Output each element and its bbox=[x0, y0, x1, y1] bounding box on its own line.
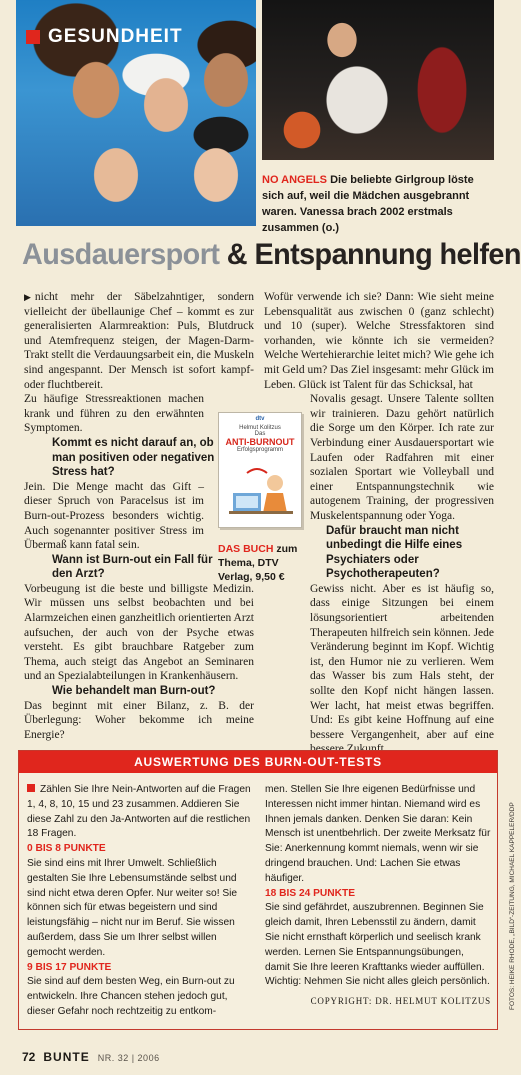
square-bullet-icon bbox=[27, 784, 35, 792]
book-title: ANTI-BURNOUT bbox=[225, 437, 295, 447]
score-heading: 18 BIS 24 PUNKTE bbox=[265, 887, 356, 899]
paragraph: Zu häufige Stressreaktionen machen krank und führen zu den erwähnten Symptomen. bbox=[24, 393, 204, 435]
page-footer bbox=[22, 1050, 160, 1064]
question: Wann ist Burn-out ein Fall für den Arzt? bbox=[52, 553, 213, 581]
evaluation-intro bbox=[27, 783, 255, 842]
paragraph: Vorbeugung ist die beste und billigste Medizin. Wir müssen uns selbst beobachten und bei Alarmzeichen einen ganzheitlich orientierten Arzt aufsuchen, der auch von der Psyche etwas versteht. Es gibt brauchbare Ratgeber zum Thema, auch steigt das Angebot an Seminaren und an Spezialabteilungen in Krankenhäusern. bbox=[24, 582, 254, 683]
question: Kommt es nicht darauf an, ob man positiven oder negativen Stress hat? bbox=[52, 436, 215, 479]
evaluation-column-left bbox=[27, 783, 255, 1020]
headline-part2: & Entspannung helfen bbox=[226, 238, 521, 271]
caption-text: Die beliebte Girlgroup löste sich auf, weil die Mädchen ausgebrannt waren. Vanessa brach 2002 erstmals zusammen (o.) bbox=[262, 174, 474, 234]
issue-number: NR. 32 | 2006 bbox=[97, 1053, 160, 1063]
paragraph bbox=[24, 290, 254, 392]
evaluation-intro-text: Zählen Sie Ihre Nein-Antworten auf die Fragen 1, 4, 8, 10, 15 und 23 zusammen. Addieren Sie diese Zahl zu den Ja-Antworten auf die restlichen 18 Fragen. bbox=[27, 784, 251, 840]
score-text: Sie sind eins mit Ihrer Umwelt. Schließlich gestalten Sie Ihre Lebensumstände selbst und sind nicht etwa deren Opfer. Nur weiter so! Sie können sich für etwas begeistern und sind leistungsfähig – nicht nur im Beruf. Sie wissen außerdem, dass Sie um Ihrer selbst willen gemocht werden. bbox=[27, 857, 238, 958]
score-text: men. Stellen Sie Ihre eigenen Bedürfnisse und Interessen nicht immer hintan. Niemand wird es Ihnen jemals danken. Denken Sie daran: Kein Mensch ist unentbehrlich. Der zweite Merksatz für Sie: Anerkennung kommt niemals, wenn wir sie dringend brauchen. Und: Lachen Sie etwas häufiger. bbox=[265, 784, 491, 884]
paragraph: Gewiss nicht. Aber es ist häufig so, dass einige Sitzungen bei einem lösungsorientiert arbeitenden Therapeuten hilfreich sein können. Jede Veränderung beginnt im Kopf. Wichtig ist, den Humor nie zu verlieren. Wem das Wasser bis zum Hals steht, der sollte den Kopf nicht hängen lassen. Wer lacht, hat meist etwas begriffen. Und: Es gibt keine Hoffnung auf eine bessere Vergangenheit, aber auf eine bbox=[310, 582, 494, 741]
score-heading: 9 BIS 17 PUNKTE bbox=[27, 961, 112, 973]
book-caption bbox=[218, 542, 308, 584]
test-evaluation-box bbox=[18, 750, 498, 1030]
evaluation-header: AUSWERTUNG DES BURN-OUT-TESTS bbox=[19, 751, 497, 773]
magazine-name: BUNTE bbox=[43, 1050, 90, 1064]
photo-credit: FOTOS: HEIKE RHODE, „BILD“-ZEITUNG, MICHAEL KAPPELER/DDP bbox=[509, 802, 516, 1010]
question: Wie behandelt man Burn-out? bbox=[52, 685, 216, 698]
book-title-prefix: Das bbox=[254, 431, 266, 437]
score-heading: 0 BIS 8 PUNKTE bbox=[27, 843, 106, 855]
photo-caption bbox=[262, 172, 492, 236]
rubric-marker bbox=[26, 30, 40, 44]
paragraph-text: nicht mehr der Säbelzahntiger, sondern vielleicht der übellaunige Chef – kommt es zur generalisierten Alarmreaktion: Puls, Blutdruck und Atemfrequenz steigen, der Magen-Darm-Trakt stellt die Verdauungsarbeit ein, die Muskeln sind angespannt. Der Mensch ist sofort kampf- oder fluchtbereit. bbox=[24, 291, 254, 391]
book-publisher: dtv bbox=[255, 416, 265, 422]
book-subtitle: Erfolgsprogramm bbox=[236, 447, 283, 453]
score-text: Sie sind auf dem besten Weg, ein Burn-out zu entwickeln. Ihre Chancen stehen jedoch gut, dieser Gefahr noch rechtzeitig zu entkom- bbox=[27, 976, 235, 1017]
section-rubric bbox=[26, 26, 183, 48]
evaluation-column-right bbox=[265, 783, 491, 1009]
headline-part1: Ausdauersport bbox=[22, 238, 220, 271]
book-cover bbox=[218, 412, 302, 528]
rubric-label: GESUNDHEIT bbox=[48, 26, 183, 47]
book-caption-text: zum Thema, DTV Verlag, 9,50 € bbox=[218, 543, 298, 583]
page-number: 72 bbox=[22, 1050, 36, 1064]
triangle-bullet-icon: ▶ bbox=[24, 292, 31, 302]
paragraph: Das beginnt mit einer Bilanz, z. B. der Überlegung: Woher bekomme ich meine Energie? bbox=[24, 699, 254, 741]
paragraph: Wofür verwende ich sie? Dann: Wie sieht meine Lebensqualität aus zwischen 0 (ganz schlecht) und 10 (super). Welche Stressfaktoren sind vorhanden, wie könnte ich sie vermeiden? Welche Wertehierarchie leitet mich? Wie gehe ich mit Geld um? Das Ziel insgesamt: mehr Glück im Leben. Glück ist Talent für das Schicksal, hat bbox=[264, 291, 494, 391]
book-author: Helmut Kolitzus bbox=[239, 425, 281, 431]
paragraph: Jein. Die Menge macht das Gift – dieser Spruch von Paracelsus ist im Burn-out-Prozess besonders wichtig. Auch sogenannter positiver Stress im Übermaß kann fatal sein. bbox=[24, 480, 204, 552]
copyright: COPYRIGHT: DR. HELMUT KOLITZUS bbox=[310, 996, 491, 1007]
book-title-block bbox=[223, 425, 297, 453]
band-photo bbox=[16, 0, 256, 226]
book-illustration bbox=[227, 463, 295, 519]
question: Dafür braucht man nicht unbedingt die Hilfe eines Psychiaters oder Psychotherapeuten? bbox=[326, 524, 463, 581]
concert-photo bbox=[262, 0, 494, 160]
book-caption-lead: DAS BUCH bbox=[218, 543, 274, 555]
caption-lead: NO ANGELS bbox=[262, 174, 327, 186]
score-text: Sie sind gefährdet, auszubrennen. Beginnen Sie gleich damit, Ihren Lebensstil zu ändern, damit Sie nicht ernsthaft körperlich und seelisch krank werden. Lernen Sie Entspannungsübungen, damit Sie Ihre leeren Krafttanks wieder auffüllen. Wichtig: Nehmen Sie nicht alles gleich persönlich. bbox=[265, 902, 490, 988]
article-column-right bbox=[264, 290, 494, 776]
paragraph: Novalis gesagt. Unsere Talente sollten wir trainieren. Dazu gehört natürlich die Sorge um den Körper. Ich rate zur Verbindung einer Ausdauersportart wie Laufen oder Radfahren mit einer sozialen Sportart wie Volleyball und einer Entspannungstechnik wie autogenem Training, der progressiven Muskelentspannung oder Yoga. bbox=[310, 393, 494, 522]
headline bbox=[22, 238, 521, 272]
